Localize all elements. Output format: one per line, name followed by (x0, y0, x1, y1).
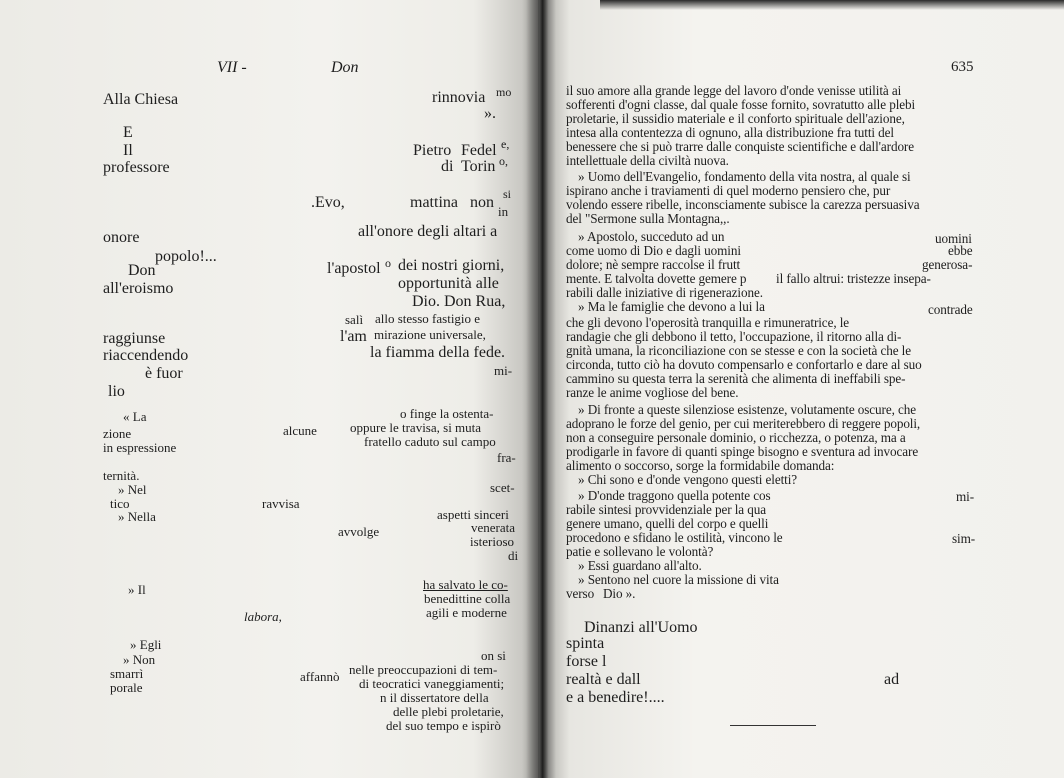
right-text-line: l'apostol (327, 260, 381, 277)
body-line: ebbe (948, 243, 973, 258)
right-text-line: del suo tempo e ispirò (386, 718, 501, 733)
left-text-line: Alla Chiesa (103, 91, 179, 108)
body-line: circonda, tutto ciò ha dovuto compensarlo e confortarlo e dare al suo (566, 357, 922, 372)
right-page (538, 0, 1064, 778)
left-text-line: lio (108, 383, 125, 400)
left-text-line: « La (123, 409, 147, 424)
body-line: il fallo altrui: tristezze insepa- (776, 271, 931, 286)
left-text-line: riaccendendo (103, 347, 189, 364)
body-line: rabili dalle iniziative di rigenerazione. (566, 285, 763, 300)
middle-text-line: alcune (283, 423, 317, 438)
right-text-line: venerata (471, 520, 516, 535)
right-text-line: la fiamma della fede. (370, 344, 506, 361)
right-text-line: agili e moderne (426, 605, 507, 620)
right-text-line: fra- (497, 450, 516, 465)
body-line: generosa- (922, 257, 973, 272)
body-line: » Uomo dell'Evangelio, fondamento della vita nostra, al quale si (578, 169, 911, 184)
body-line: dolore; nè sempre raccolse il frutt (566, 257, 741, 272)
body-line: patie e sollevano le volontà? (566, 544, 714, 559)
body-line: benessere che si può trarre dalle conquiste scientifiche e dall'ardore (566, 139, 914, 154)
left-text-line: zione (103, 426, 132, 441)
body-line: uomini (935, 231, 972, 246)
right-text-line: scet- (490, 480, 515, 495)
section-rule (730, 725, 816, 726)
right-text-line: rinnovia (432, 89, 486, 106)
right-text-line: delle plebi proletarie, (393, 704, 504, 719)
left-text-line: porale (110, 680, 143, 695)
body-line: non a conseguire personale dominio, o ricchezza, o potenza, ma a (566, 430, 906, 445)
left-text-line: è fuor (145, 365, 183, 382)
right-text-line: nelle preoccupazioni di tem- (349, 662, 498, 677)
left-text-line: professore (103, 159, 170, 176)
right-text-line: isterioso (470, 534, 515, 549)
left-text-line: in espressione (103, 440, 177, 455)
left-text-line: » Nella (118, 509, 156, 524)
body-line: proletarie, il sussidio materiale e il conforto spirituale dell'azione, (566, 111, 905, 126)
body-line: verso (566, 586, 595, 601)
body-line: intellettuale della civiltà nuova. (566, 153, 729, 168)
left-text-line: » Il (128, 582, 146, 597)
right-text-line: salì (345, 312, 364, 327)
body-line: genere umano, quelli del corpo e quelli (566, 516, 769, 531)
body-line: del "Sermone sulla Montagna,,. (566, 211, 730, 226)
body-line: volendo essere ribelle, inconsciamente subisce la carezza persuasiva (566, 197, 920, 212)
left-text-line: popolo!... (155, 248, 217, 265)
left-text-line: ternità. (103, 468, 140, 483)
middle-text-line: avvolge (338, 524, 380, 539)
middle-text-line: ravvisa (262, 496, 300, 511)
body-line: sofferenti d'ogni classe, dal quale fosse fornito, sovratutto alle plebi (566, 97, 916, 112)
left-text-line: smarrì (110, 666, 144, 681)
body-line: » Essi guardano all'alto. (578, 558, 702, 573)
right-text-line: Torin (461, 158, 496, 175)
right-text-line: mattina (410, 194, 458, 211)
body-line: contrade (928, 302, 973, 317)
right-text-line: Fedel (461, 142, 497, 159)
body-line: realtà e dall (566, 671, 641, 688)
body-line: procedono e sfidano le ostilità, vincono le (566, 530, 783, 545)
running-header-word: Don (331, 59, 359, 76)
right-text-line: di (441, 158, 454, 175)
middle-text-line: .Evo, (311, 194, 345, 211)
body-line: mente. E talvolta dovette gemere p (566, 271, 747, 286)
body-line: prodigarle in favore di quanti spinge bisogno e sventura ad invocare (566, 444, 919, 459)
body-line: Dio ». (603, 586, 636, 601)
right-text-line: fratello caduto sul campo (364, 434, 496, 449)
body-line: forse l (566, 653, 607, 670)
right-text-line: Dio. Don Rua, (412, 293, 506, 310)
right-text-line: aspetti sinceri (437, 507, 509, 522)
right-text-line: Pietro (413, 142, 452, 159)
middle-text-line: labora, (244, 609, 282, 624)
right-text-line: mirazione universale, (374, 327, 486, 342)
right-text-line: o (385, 256, 391, 270)
right-text-line: on si (481, 648, 506, 663)
body-line: ad (884, 671, 900, 688)
left-text-line: all'eroismo (103, 280, 174, 297)
right-text-line: all'onore degli altari a (358, 223, 498, 240)
right-text-line: oppure le travisa, si muta (350, 420, 482, 435)
body-line: che gli devono l'operosità tranquilla e rimuneratrice, le (566, 315, 850, 330)
body-line: il suo amore alla grande legge del lavoro d'onde venisse utilità ai (566, 83, 902, 98)
right-text-line: di teocratici vaneggiamenti; (359, 676, 505, 691)
right-text-line: l'am (340, 328, 367, 345)
body-line: gnità umana, la riconciliazione con se stesse e con la società che le (566, 343, 911, 358)
body-line: cammino su questa terra la serenità che alimenta di ineffabili spe- (566, 371, 906, 386)
body-line: e a benedire!.... (566, 689, 665, 706)
left-text-line: Don (128, 262, 156, 279)
left-text-line: E (123, 124, 133, 141)
left-text-line: Il (123, 142, 133, 159)
right-text-line: o finge la ostenta- (400, 406, 494, 421)
right-text-line: benedittine colla (424, 591, 511, 606)
left-text-line: tico (110, 496, 130, 511)
right-text-line: n il dissertatore della (380, 690, 489, 705)
body-line: adoprano le forze del genio, per cui meriterebbero di reggere popoli, (566, 416, 921, 431)
page-number: 635 (951, 59, 974, 75)
left-text-line: onore (103, 229, 140, 246)
right-text-line: di (508, 548, 519, 563)
right-text-line: ha salvato le co- (423, 577, 508, 592)
right-text-line: allo stesso fastigio e (375, 311, 481, 326)
body-line: » Di fronte a queste silenziose esistenze, volutamente oscure, che (578, 402, 916, 417)
body-line: randagie che gli debbono il tetto, l'occupazione, il ritorno alla di- (566, 329, 902, 344)
left-text-line: » Egli (130, 637, 162, 652)
body-line: Dinanzi all'Uomo (584, 619, 698, 636)
right-text-line: si (503, 187, 512, 201)
body-line: » Chi sono e d'onde vengono questi eletti? (578, 472, 798, 487)
right-text-line: opportunità alle (398, 275, 499, 292)
body-line: intesa alla contentezza di ognuno, alla distribuzione fra tutti del (566, 125, 894, 140)
right-text-line: in (498, 204, 509, 219)
book-gutter (526, 0, 556, 778)
right-text-line: mo (496, 85, 512, 99)
body-line: » Sentono nel cuore la missione di vita (578, 572, 779, 587)
right-text-line: non (470, 194, 494, 211)
left-text-line: raggiunse (103, 330, 166, 347)
body-line: come uomo di Dio e dagli uomini (566, 243, 741, 258)
body-line: » Ma le famiglie che devono a lui la (578, 299, 765, 314)
right-text-line: e, (501, 137, 510, 151)
right-text-line: o, (499, 154, 508, 168)
middle-text-line: affannò (300, 669, 340, 684)
body-line: » Apostolo, succeduto ad un (578, 229, 725, 244)
left-text-line: » Nel (118, 482, 147, 497)
body-line: ispirano anche i traviamenti di quel moderno pensiero che, pur (566, 183, 891, 198)
right-text-line: ». (484, 105, 496, 122)
right-text-line: dei nostri giorni, (398, 257, 505, 274)
page-edge-shadow (600, 0, 1064, 10)
body-line: spinta (566, 635, 605, 652)
body-line: » D'onde traggono quella potente cos (578, 488, 771, 503)
body-line: mi- (956, 489, 975, 504)
running-header-roman: VII - (217, 59, 247, 76)
body-line: ranze le anime vogliose del bene. (566, 385, 739, 400)
body-line: rabile sintesi provvidenziale per la qua (566, 502, 766, 517)
right-text-line: mi- (494, 363, 513, 378)
body-line: sim- (952, 531, 976, 546)
body-line: alimento o soccorso, sorge la formidabile domanda: (566, 458, 835, 473)
left-text-line: » Non (123, 652, 156, 667)
